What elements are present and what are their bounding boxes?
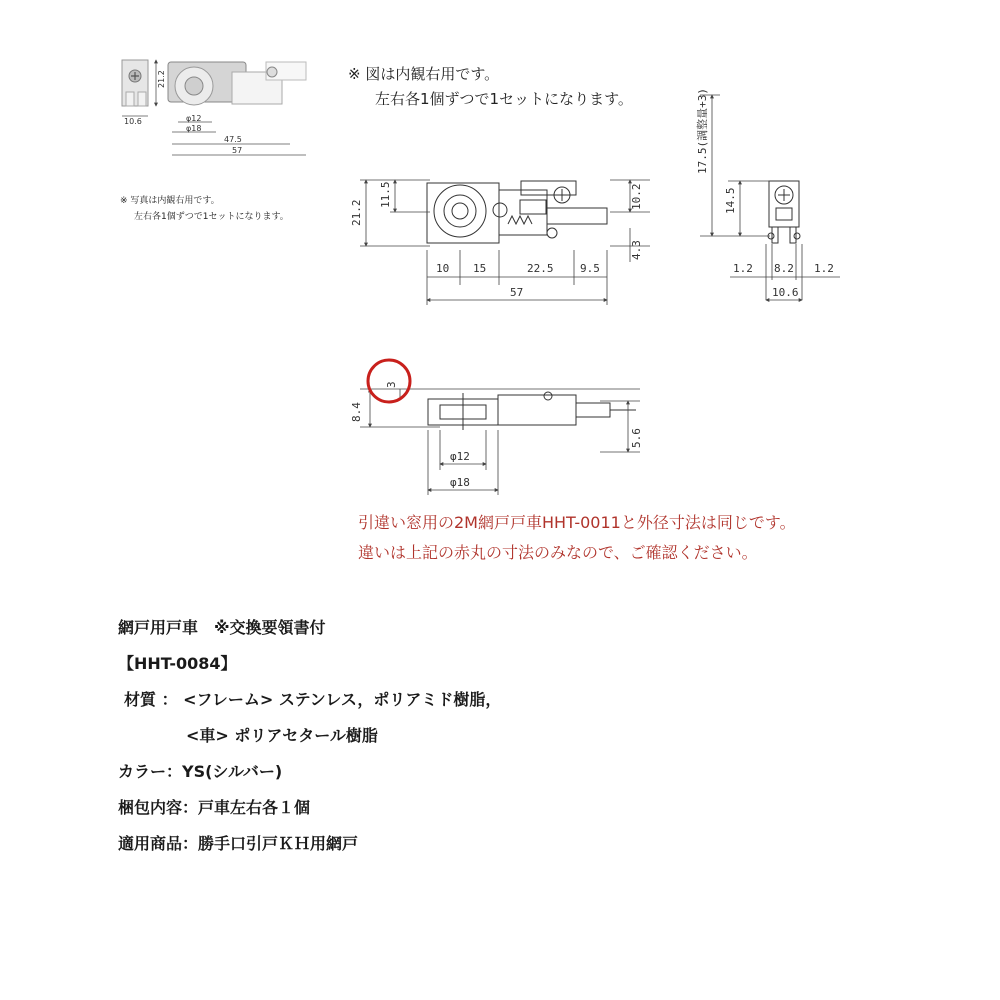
- drawing-note-line2: 左右各1個ずつで1セットになります。: [375, 90, 633, 108]
- photo-dim-width-side: 10.6: [124, 117, 142, 126]
- photo-note-line2: 左右各1個ずつで1セットになります。: [134, 212, 289, 222]
- bottom-dim-h-right: 5.6: [630, 428, 643, 448]
- photo-dim-len1: 47.5: [224, 135, 242, 144]
- product-photo: [120, 60, 306, 222]
- side-dim-w-right: 1.2: [814, 262, 834, 275]
- photo-dim-phi18: φ18: [186, 124, 202, 133]
- photo-note-line1: ※ 写真は内観右用です。: [120, 196, 220, 206]
- front-dim-w2: 15: [473, 262, 487, 275]
- spec-material-2: <車> ポリアセタール樹脂: [186, 726, 378, 745]
- bottom-dim-circled: 3: [385, 381, 398, 388]
- bottom-view-drawing: [428, 392, 636, 430]
- side-dim-w-total: 10.6: [772, 286, 799, 299]
- spec-color: カラー：YS(シルバー): [118, 762, 283, 781]
- red-note-line2: 違いは上記の赤丸の寸法のみなので、ご確認ください。: [358, 543, 758, 562]
- side-dim-w-mid: 8.2: [774, 262, 794, 275]
- front-view-dimensions: [360, 180, 650, 305]
- front-dim-w1: 10: [436, 262, 450, 275]
- spec-title: 網戸用戸車 ※交換要領書付: [118, 618, 326, 637]
- photo-dim-phi12: φ12: [186, 114, 202, 123]
- front-dim-w-total: 57: [510, 286, 524, 299]
- red-note-line1: 引違い窓用の2M網戸戸車HHT-0011と外径寸法は同じです。: [358, 513, 796, 532]
- photo-dim-len2: 57: [232, 146, 243, 155]
- highlight-circle: [368, 360, 410, 402]
- front-dim-h-total: 21.2: [350, 199, 363, 226]
- bottom-dim-phi12: φ12: [450, 450, 470, 463]
- front-dim-h-upper: 11.5: [379, 181, 392, 208]
- front-dim-w3: 22.5: [527, 262, 554, 275]
- front-view-drawing: [427, 181, 607, 243]
- front-dim-w4: 9.5: [580, 262, 600, 275]
- side-dim-w-left: 1.2: [733, 262, 753, 275]
- side-dim-adjust: 17.5(調整量+3): [696, 88, 709, 174]
- spec-applicable: 適用商品：勝手口引戸ＫＨ用網戸: [118, 834, 359, 853]
- bottom-view-dimensions: [360, 389, 640, 495]
- bottom-dim-h-total: 8.4: [350, 402, 363, 422]
- drawing-note-line1: ※ 図は内観右用です。: [348, 65, 500, 83]
- spec-code: 【HHT-0084】: [118, 654, 237, 673]
- photo-dim-height: 21.2: [157, 70, 166, 88]
- front-dim-h-lower: 4.3: [630, 240, 643, 260]
- side-dim-h: 14.5: [724, 187, 737, 214]
- spec-material-1: 材質 ： <フレーム> ステンレス，ポリアミド樹脂，: [124, 690, 502, 709]
- front-dim-h-right: 10.2: [630, 183, 643, 210]
- side-view-drawing: [768, 181, 800, 243]
- bottom-dim-phi18: φ18: [450, 476, 470, 489]
- spec-package: 梱包内容：戸車左右各１個: [118, 798, 311, 817]
